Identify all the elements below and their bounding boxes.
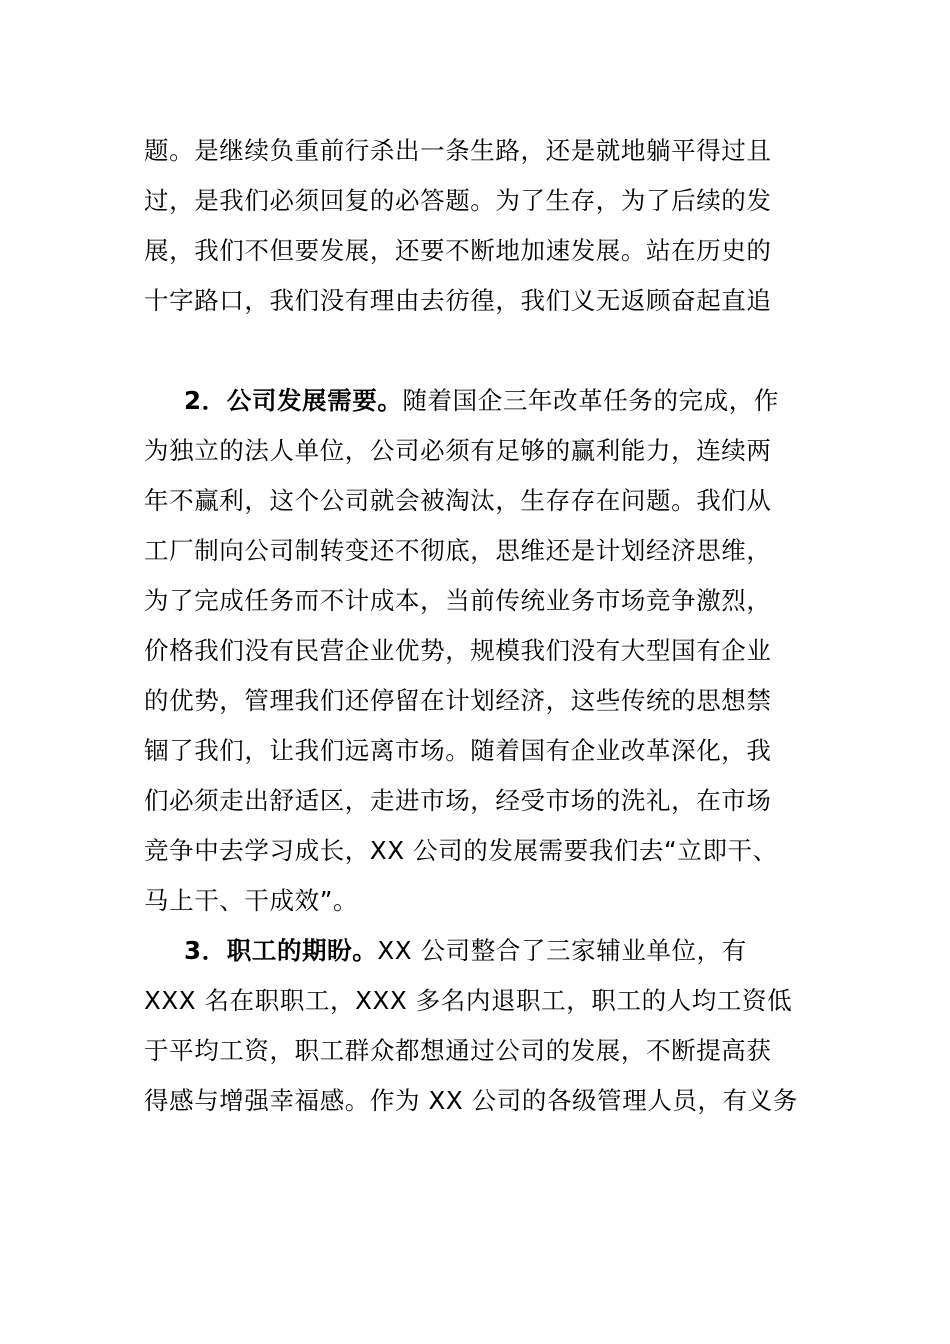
paragraph-line: 们必须走出舒适区，走进市场，经受市场的洗礼，在市场 xyxy=(144,786,772,815)
paragraph-1 xyxy=(144,126,808,326)
paragraph-line: 锢了我们，让我们远离市场。随着国有企业改革深化，我 xyxy=(144,736,772,765)
paragraph-line: 为了完成任务而不计成本，当前传统业务市场竞争激烈， xyxy=(144,586,772,615)
paragraph-line: 于平均工资，职工群众都想通过公司的发展，不断提高获 xyxy=(144,1036,772,1065)
paragraph-text: XX 公司整合了三家辅业单位，有 xyxy=(377,936,747,965)
paragraph-line: 价格我们没有民营企业优势，规模我们没有大型国有企业 xyxy=(144,636,772,665)
paragraph-line: XXX 名在职职工，XXX 多名内退职工，职工的人均工资低 xyxy=(144,986,793,1015)
paragraph-text: 随着国企三年改革任务的完成，作 xyxy=(402,386,779,415)
section-heading: 3．职工的期盼。 xyxy=(184,936,378,965)
paragraph-line: 题。是继续负重前行杀出一条生路，还是就地躺平得过且 xyxy=(144,136,772,165)
paragraph-line: 为独立的法人单位，公司必须有足够的赢利能力，连续两 xyxy=(144,436,772,465)
paragraph-2 xyxy=(144,376,808,926)
paragraph-first-line xyxy=(144,376,808,426)
paragraph-line: 竞争中去学习成长，XX 公司的发展需要我们去“立即干、 xyxy=(144,836,778,865)
paragraph-line: 过，是我们必须回复的必答题。为了生存，为了后续的发 xyxy=(144,186,772,215)
paragraph-line: 十字路口，我们没有理由去彷徨，我们义无返顾奋起直追 xyxy=(144,286,772,315)
paragraph-line: 年不赢利，这个公司就会被淘汰，生存存在问题。我们从 xyxy=(144,486,772,515)
paragraph-3 xyxy=(144,926,808,1126)
paragraph-line: 展，我们不但要发展，还要不断地加速发展。站在历史的 xyxy=(144,236,772,265)
section-heading: 2．公司发展需要。 xyxy=(184,386,403,415)
paragraph-line: 马上干、干成效”。 xyxy=(144,886,359,915)
paragraph-line: 得感与增强幸福感。作为 XX 公司的各级管理人员，有义务 xyxy=(144,1086,798,1115)
paragraph-first-line xyxy=(144,926,808,976)
paragraph-line: 工厂制向公司制转变还不彻底，思维还是计划经济思维， xyxy=(144,536,772,565)
paragraph-line: 的优势，管理我们还停留在计划经济，这些传统的思想禁 xyxy=(144,686,772,715)
